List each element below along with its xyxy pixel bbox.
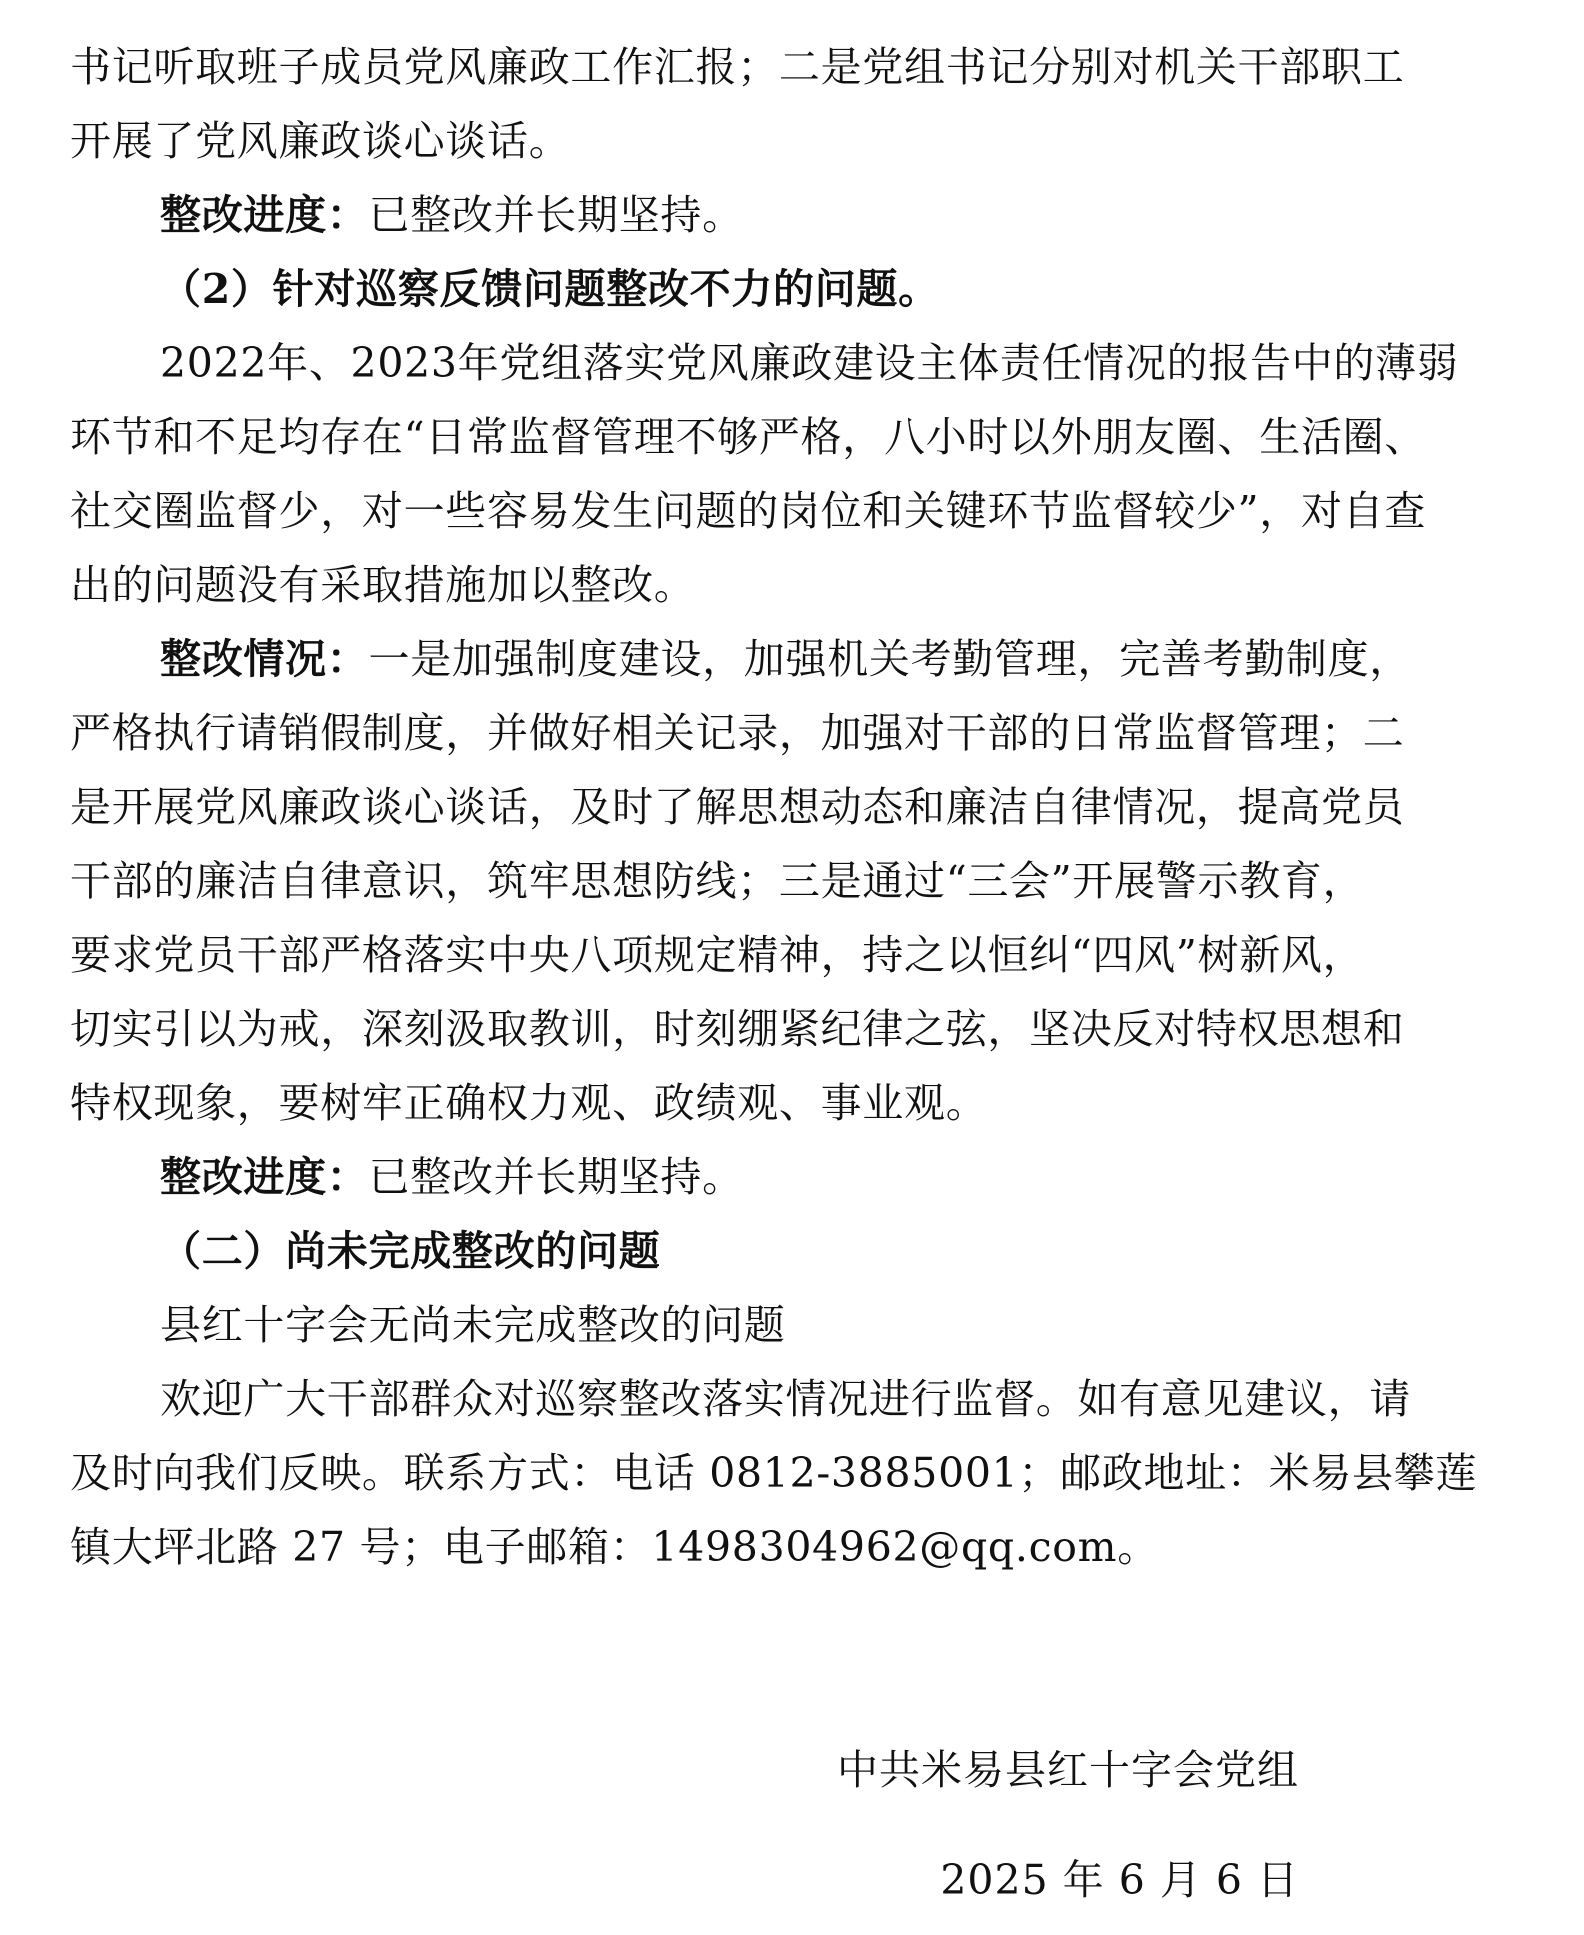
progress-2 <box>70 1140 1522 1214</box>
rectification-2-line-2: 严格执行请销假制度，并做好相关记录，加强对干部的日常监督管理；二 <box>70 709 1405 757</box>
paragraph-1-line-2: 开展了党风廉政谈心谈话。 <box>70 117 571 165</box>
progress-1-text: 已整改并长期坚持。 <box>368 191 744 239</box>
issue-2-line-2: 环节和不足均存在“日常监督管理不够严格，八小时以外朋友圈、生活圈、 <box>70 413 1427 461</box>
rectification-2-line-3: 是开展党风廉政谈心谈话，及时了解思想动态和廉洁自律情况，提高党员 <box>70 783 1405 831</box>
rectification-2-line-6: 切实引以为戒，深刻汲取教训，时刻绷紧纪律之弦，坚决反对特权思想和 <box>70 1005 1405 1053</box>
issue-2-line-3: 社交圈监督少，对一些容易发生问题的岗位和关键环节监督较少”，对自查 <box>70 487 1427 535</box>
rectification-label: 整改情况： <box>160 635 369 683</box>
unfinished-heading: （二）尚未完成整改的问题 <box>160 1227 661 1275</box>
issue-2-line-1: 2022年、2023年党组落实党风廉政建设主体责任情况的报告中的薄弱 <box>160 339 1459 387</box>
document-body <box>70 30 1522 1584</box>
rectification-line-1-text: 一是加强制度建设，加强机关考勤管理，完善考勤制度， <box>368 635 1411 683</box>
progress-1 <box>70 178 1522 252</box>
rectification-2-line-5: 要求党员干部严格落实中央八项规定精神，持之以恒纠“四风”树新风， <box>70 931 1365 979</box>
contact-line-3: 镇大坪北路 27 号；电子邮箱：1498304962@qq.com。 <box>70 1523 1159 1571</box>
progress-2-text: 已整改并长期坚持。 <box>368 1153 744 1201</box>
unfinished-text: 县红十字会无尚未完成整改的问题 <box>160 1301 786 1349</box>
contact-line-2: 及时向我们反映。联系方式：电话 0812-3885001；邮政地址：米易县攀莲 <box>70 1449 1478 1497</box>
paragraph-1-line-1: 书记听取班子成员党风廉政工作汇报；二是党组书记分别对机关干部职工 <box>70 43 1405 91</box>
rectification-2-line-1 <box>70 622 1522 696</box>
signature-block <box>779 1715 1299 1935</box>
progress-2-label: 整改进度： <box>160 1153 369 1201</box>
section-heading-2: （2）针对巡察反馈问题整改不力的问题。 <box>160 265 940 313</box>
contact-line-1: 欢迎广大干部群众对巡察整改落实情况进行监督。如有意见建议，请 <box>160 1375 1411 1423</box>
rectification-2-line-7: 特权现象，要树牢正确权力观、政绩观、事业观。 <box>70 1079 988 1127</box>
signature-organization: 中共米易县红十字会党组 <box>837 1746 1299 1794</box>
progress-1-label: 整改进度： <box>160 191 369 239</box>
rectification-2-line-4: 干部的廉洁自律意识，筑牢思想防线；三是通过“三会”开展警示教育， <box>70 857 1365 905</box>
signature-date: 2025 年 6 月 6 日 <box>940 1856 1299 1904</box>
issue-2-line-4: 出的问题没有采取措施加以整改。 <box>70 561 696 609</box>
